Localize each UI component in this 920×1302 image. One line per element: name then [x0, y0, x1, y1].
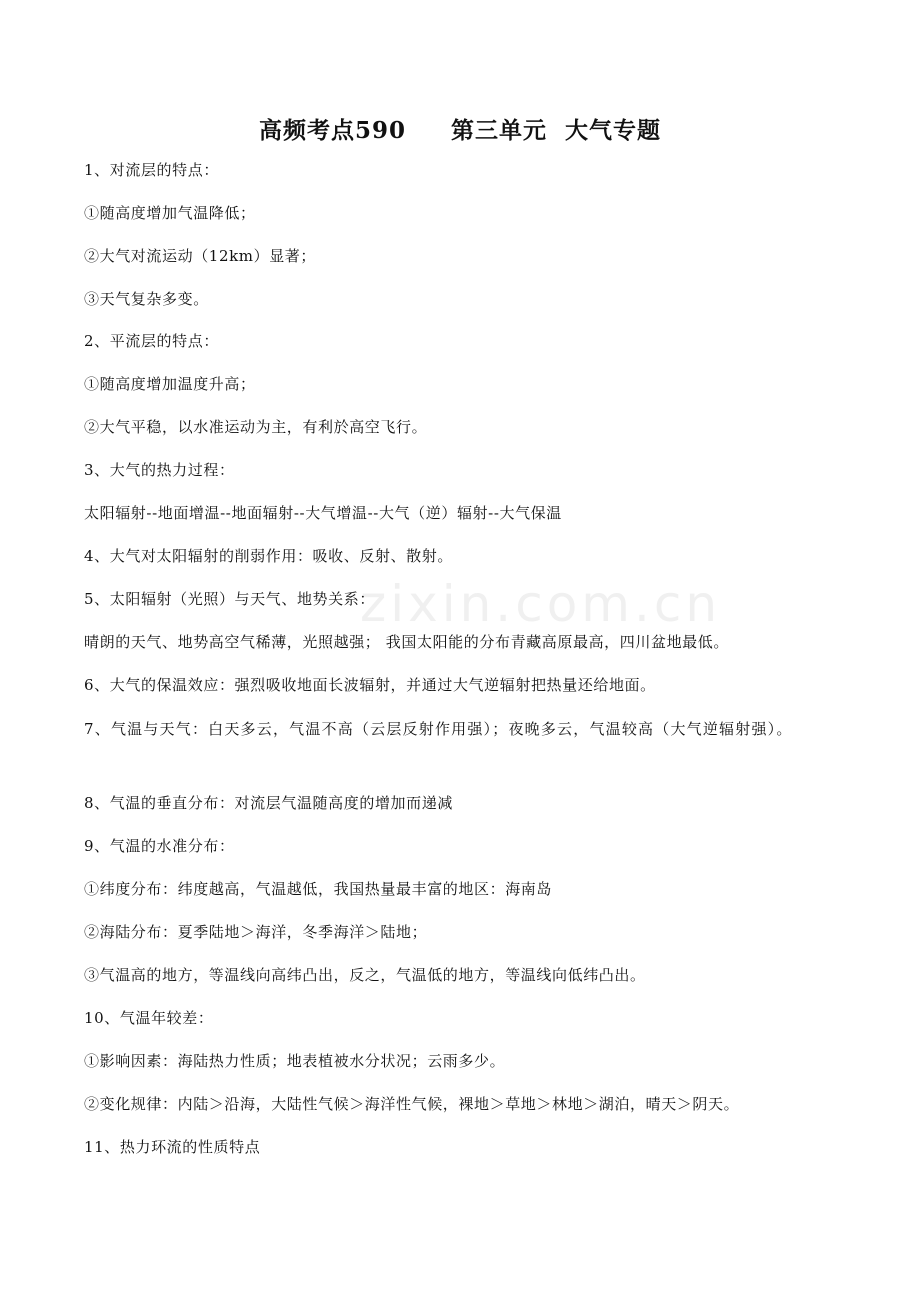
text-line: 晴朗的天气、地势高空气稀薄，光照越强； 我国太阳能的分布青藏高原最高，四川盆地最低。	[84, 633, 729, 651]
section-heading-4: 4、大气对太阳辐射的削弱作用：吸收、反射、散射。	[84, 547, 453, 565]
text-line: 太阳辐射--地面增温--地面辐射--大气增温--大气（逆）辐射--大气保温	[84, 504, 562, 522]
text-line: ③天气复杂多变。	[84, 290, 209, 308]
section-heading-7: 7、气温与天气：白天多云，气温不高（云层反射作用强）；夜晚多云，气温较高（大气逆辐射强）。	[84, 720, 793, 738]
text-line: ②变化规律：内陆＞沿海，大陆性气候＞海洋性气候，裸地＞草地＞林地＞湖泊，晴天＞阴天。	[84, 1095, 740, 1113]
page-title: 高频考点590 第三单元 大气专题	[258, 117, 662, 144]
text-line: ②大气对流运动（12km）显著；	[84, 247, 317, 265]
text-line: ①影响因素：海陆热力性质；地表植被水分状况；云雨多少。	[84, 1052, 506, 1070]
text-line: ②海陆分布：夏季陆地＞海洋，冬季海洋＞陆地；	[84, 923, 428, 941]
text-line: ①随高度增加温度升高；	[84, 375, 256, 393]
section-heading-10: 10、气温年较差：	[84, 1009, 214, 1027]
section-heading-6: 6、大气的保温效应：强烈吸收地面长波辐射，并通过大气逆辐射把热量还给地面。	[84, 676, 656, 694]
text-line: ②大气平稳，以水准运动为主，有利於高空飞行。	[84, 418, 428, 436]
text-line: ①纬度分布：纬度越高，气温越低，我国热量最丰富的地区：海南岛	[84, 880, 553, 898]
section-heading-11: 11、热力环流的性质特点	[84, 1138, 261, 1156]
section-heading-8: 8、气温的垂直分布：对流层气温随高度的增加而递减	[84, 794, 453, 812]
section-heading-1: 1、对流层的特点：	[84, 161, 219, 179]
text-line: ①随高度增加气温降低；	[84, 204, 256, 222]
section-heading-3: 3、大气的热力过程：	[84, 461, 235, 479]
section-heading-9: 9、气温的水准分布：	[84, 837, 235, 855]
section-heading-2: 2、平流层的特点：	[84, 332, 219, 350]
text-line: ③气温高的地方，等温线向高纬凸出，反之，气温低的地方，等温线向低纬凸出。	[84, 966, 646, 984]
watermark: zixin.com.cn	[360, 575, 722, 633]
section-heading-5: 5、太阳辐射（光照）与天气、地势关系：	[84, 590, 375, 608]
